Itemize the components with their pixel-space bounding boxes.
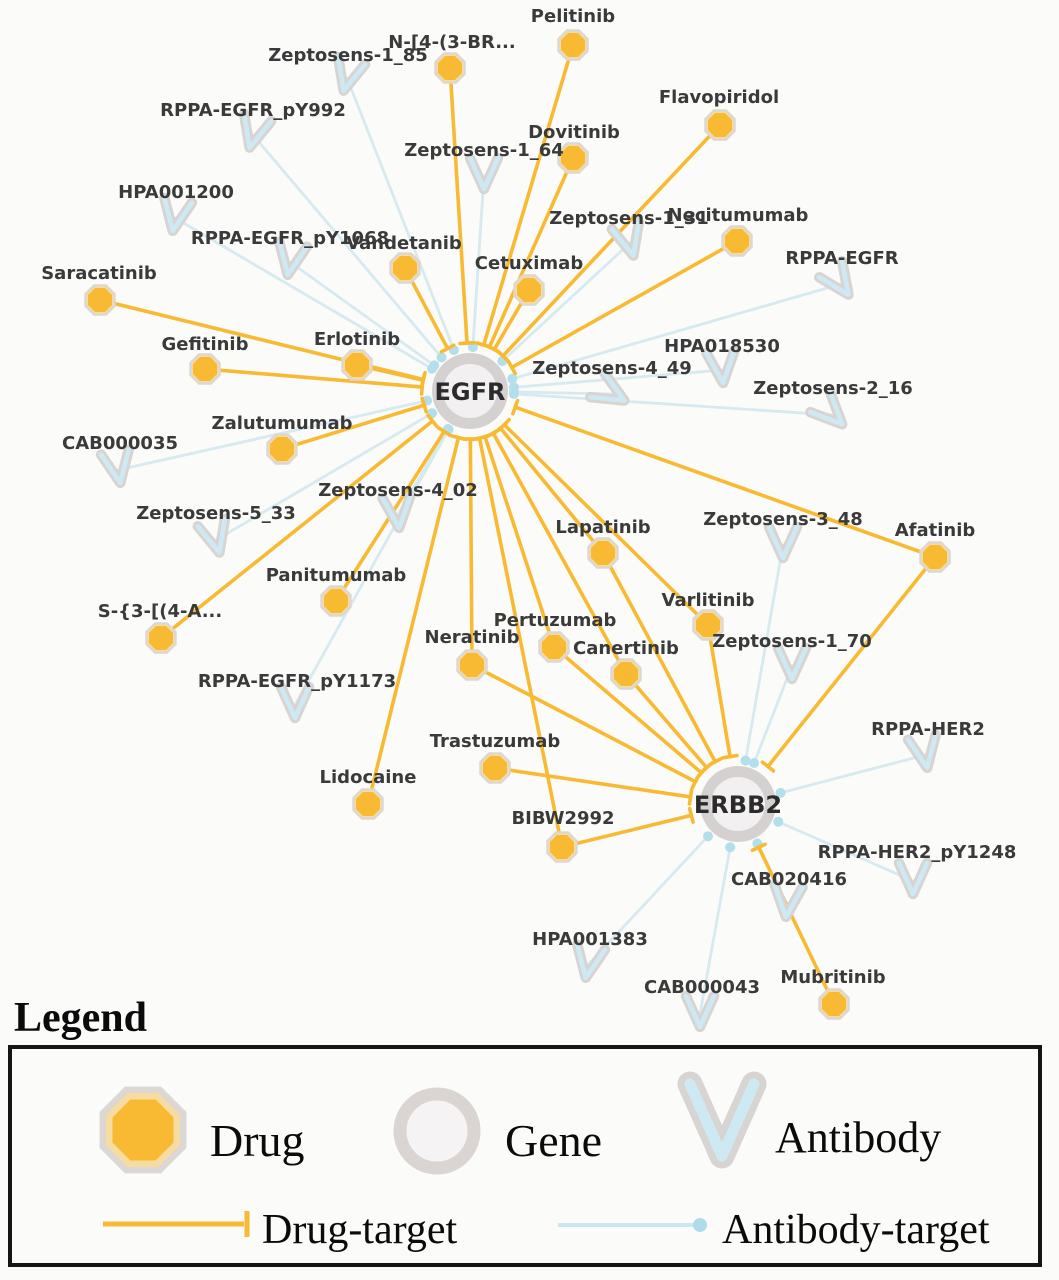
antibody-node-hpa001200[interactable] bbox=[159, 198, 192, 233]
legend-antibody-label: Antibody bbox=[775, 1113, 942, 1162]
antibody-node-label: Zeptosens-1_85 bbox=[268, 45, 428, 66]
drug-node-label: Varlitinib bbox=[661, 590, 755, 611]
antibody-target-edge-rppa-her2-erbb2 bbox=[776, 755, 925, 798]
gene-node-label: ERBB2 bbox=[693, 791, 783, 819]
antibody-node-label: CAB020416 bbox=[730, 869, 848, 890]
drug-target-edge-n-4-3-br-egfr bbox=[450, 68, 474, 344]
drug-node-label: Dovitinib bbox=[528, 122, 620, 143]
node-labels bbox=[41, 6, 1016, 998]
drug-node-label: Trastuzumab bbox=[429, 731, 561, 752]
antibody-node-label: HPA018530 bbox=[664, 336, 780, 357]
antibody-node-label: Zeptosens-3_48 bbox=[703, 509, 863, 530]
drug-node-vandetanib[interactable] bbox=[389, 252, 420, 283]
legend-gene-icon bbox=[400, 1094, 474, 1168]
antibody-node-label: RPPA-HER2 bbox=[871, 719, 985, 740]
drug-node-label: Afatinib bbox=[894, 520, 976, 541]
legend-antibody-target-edge bbox=[558, 1218, 707, 1232]
drug-node-label: Necitumumab bbox=[667, 205, 809, 226]
legend-title: Legend bbox=[14, 995, 148, 1041]
drug-node-necitumumab[interactable] bbox=[721, 225, 752, 256]
drug-node-saracatinib[interactable] bbox=[84, 284, 115, 315]
drug-node-cetuximab[interactable] bbox=[513, 274, 544, 305]
antibody-node-label: RPPA-EGFR_pY1173 bbox=[197, 671, 397, 692]
legend-drug-target-label: Drug-target bbox=[262, 1207, 458, 1253]
drug-node-label: Pertuzumab bbox=[493, 610, 617, 631]
antibody-node-label: Zeptosens-1_31 bbox=[549, 208, 709, 229]
antibody-node-rppa-her2-py1248[interactable] bbox=[899, 863, 927, 894]
drug-node-label: Vandetanib bbox=[346, 233, 462, 254]
drug-node-s-3-4-a[interactable] bbox=[145, 622, 176, 653]
antibody-node-label: Zeptosens-5_33 bbox=[136, 503, 296, 524]
antibody-node-zeptosens-1-64[interactable] bbox=[470, 158, 498, 189]
drug-node-n-4-3-br[interactable] bbox=[434, 52, 465, 83]
legend-drug-label: Drug bbox=[210, 1115, 305, 1166]
antibody-node-label: HPA001200 bbox=[118, 182, 234, 203]
drug-node-canertinib[interactable] bbox=[610, 658, 641, 689]
antibody-node-label: Zeptosens-1_70 bbox=[712, 631, 872, 652]
network-graph bbox=[41, 6, 1016, 1027]
drug-node-label: Lapatinib bbox=[555, 517, 651, 538]
antibody-node-label: HPA001383 bbox=[532, 929, 648, 950]
drug-node-lapatinib[interactable] bbox=[587, 537, 618, 568]
drug-node-label: Erlotinib bbox=[313, 329, 401, 350]
drug-node-label: Canertinib bbox=[573, 638, 679, 659]
drug-node-label: BIBW2992 bbox=[511, 808, 615, 829]
drug-node-trastuzumab[interactable] bbox=[479, 752, 510, 783]
drug-node-label: Gefitinib bbox=[161, 334, 249, 355]
drug-node-label: Pelitinib bbox=[530, 6, 616, 27]
gene-node-egfr[interactable] bbox=[432, 353, 508, 429]
drug-node-label: Panitumumab bbox=[265, 565, 407, 586]
gene-node-erbb2[interactable] bbox=[694, 766, 782, 842]
drug-target-edge-trastuzumab-erbb2 bbox=[495, 768, 692, 804]
antibody-node-label: Zeptosens-4_49 bbox=[532, 358, 692, 379]
antibody-node-label: RPPA-HER2_pY1248 bbox=[817, 842, 1017, 863]
drug-node-label: S-{3-[(4-A... bbox=[97, 601, 223, 622]
antibody-node-cab000035[interactable] bbox=[101, 450, 134, 485]
drug-node-bibw2992[interactable] bbox=[546, 831, 577, 862]
drug-target-edge-canertinib-erbb2 bbox=[626, 674, 712, 772]
gene-node-label: EGFR bbox=[434, 378, 506, 406]
drug-node-label: Lidocaine bbox=[319, 767, 417, 788]
drug-node-mubritinib[interactable] bbox=[818, 988, 849, 1019]
antibody-node-label: RPPA-EGFR bbox=[785, 248, 899, 269]
drug-node-label: Flavopiridol bbox=[658, 87, 780, 108]
antibody-node-label: CAB000035 bbox=[61, 433, 179, 454]
drug-node-label: Zalutumumab bbox=[211, 413, 353, 434]
drug-node-afatinib[interactable] bbox=[919, 541, 950, 572]
drug-node-label: N-[4-(3-BR... bbox=[388, 32, 516, 53]
antibody-node-label: Zeptosens-2_16 bbox=[753, 378, 913, 399]
legend-drug-target-edge bbox=[103, 1211, 247, 1237]
drug-node-zalutumumab[interactable] bbox=[266, 433, 297, 464]
antibody-node-zeptosens-1-70[interactable] bbox=[778, 648, 806, 679]
antibody-node-label: RPPA-EGFR_pY992 bbox=[160, 100, 346, 121]
drug-node-gefitinib[interactable] bbox=[189, 353, 220, 384]
antibody-node-zeptosens-3-48[interactable] bbox=[769, 527, 797, 558]
drug-node-panitumumab[interactable] bbox=[320, 585, 351, 616]
drug-node-flavopiridol[interactable] bbox=[704, 109, 735, 140]
drug-node-label: Saracatinib bbox=[41, 263, 157, 284]
drug-node-pelitinib[interactable] bbox=[557, 29, 588, 60]
antibody-node-zeptosens-5-33[interactable] bbox=[198, 519, 233, 556]
legend bbox=[10, 995, 1040, 1265]
drug-node-pertuzumab[interactable] bbox=[538, 631, 569, 662]
antibody-node-rppa-her2[interactable] bbox=[908, 735, 941, 770]
antibody-node-label: Zeptosens-4_02 bbox=[318, 480, 478, 501]
drug-node-erlotinib[interactable] bbox=[341, 349, 372, 380]
drug-node-lidocaine[interactable] bbox=[352, 788, 383, 819]
drug-node-label: Mubritinib bbox=[780, 967, 886, 988]
antibody-node-label: RPPA-EGFR_pY1068 bbox=[190, 228, 390, 249]
antibody-target-edge-zeptosens-1-70-erbb2 bbox=[749, 666, 792, 768]
legend-antibody-icon bbox=[690, 1084, 754, 1156]
drug-node-label: Cetuximab bbox=[474, 253, 584, 274]
legend-antibody-target-label: Antibody-target bbox=[722, 1207, 990, 1253]
legend-gene-label: Gene bbox=[505, 1115, 603, 1166]
antibody-node-label: Zeptosens-1_64 bbox=[404, 140, 564, 161]
antibody-node-label: CAB000043 bbox=[643, 977, 761, 998]
drug-node-neratinib[interactable] bbox=[456, 649, 487, 680]
drug-node-label: Neratinib bbox=[424, 627, 520, 648]
legend-drug-icon bbox=[100, 1087, 187, 1174]
